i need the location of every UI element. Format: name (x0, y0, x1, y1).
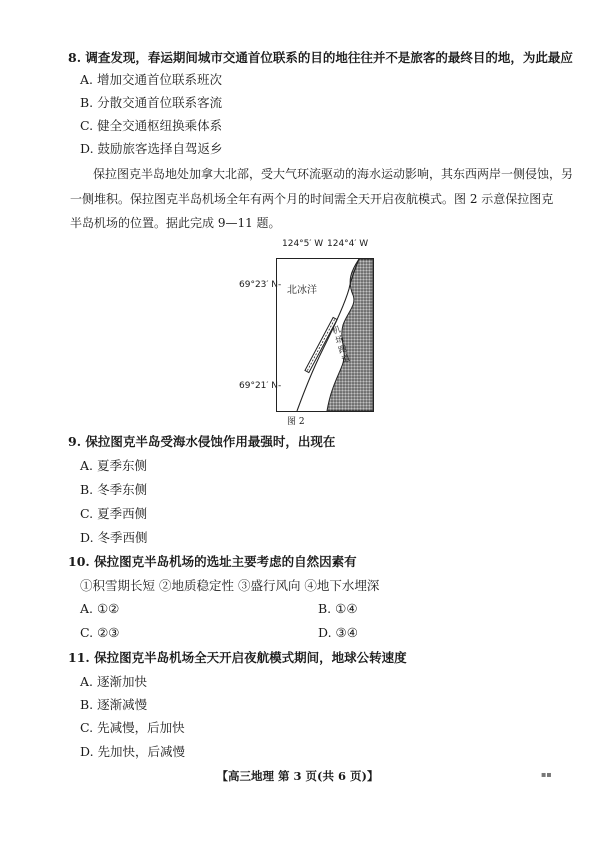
question-11-stem: 11. 保拉图克半岛机场全天开启夜航模式期间，地球公转速度 (68, 650, 407, 665)
question-9-option-d: D. 冬季西侧 (80, 530, 148, 545)
question-11-option-c: C. 先减慢，后加快 (80, 720, 185, 735)
question-8-stem: 8. 调查发现，春运期间城市交通首位联系的目的地往往并不是旅客的最终目的地，为此最应 (68, 50, 573, 65)
question-10-option-b: B. ①④ (318, 601, 358, 616)
question-9-stem: 9. 保拉图克半岛受海水侵蚀作用最强时，出现在 (68, 434, 336, 449)
runway-symbol (305, 317, 337, 372)
figure-2-map (227, 236, 377, 416)
question-11-option-d: D. 先加快，后减慢 (80, 744, 186, 759)
latitude-label-bottom: 69°21′ N- (239, 381, 282, 391)
question-9-option-c: C. 夏季西侧 (80, 506, 148, 521)
passage-line-3: 半岛机场的位置。据此完成 9—11 题。 (70, 216, 281, 230)
question-8-option-b: B. 分散交通首位联系客流 (80, 95, 223, 110)
question-9-option-a: A. 夏季东侧 (80, 458, 147, 473)
question-10-option-a: A. ①② (80, 601, 120, 616)
question-8-option-a: A. 增加交通首位联系班次 (80, 72, 222, 87)
map-frame (276, 258, 374, 412)
sea-label: 北冰洋 (287, 285, 317, 296)
page-footer: 【高三地理 第 3 页(共 6 页)】 (216, 769, 379, 783)
question-11-option-a: A. 逐渐加快 (80, 674, 147, 689)
corner-mark: ▪▪ (541, 770, 552, 779)
question-11-option-b: B. 逐渐减慢 (80, 697, 148, 712)
longitude-label-right: 124°4′ W (327, 239, 369, 249)
question-10-option-d: D. ③④ (318, 625, 358, 640)
question-10-stem: 10. 保拉图克半岛机场的选址主要考虑的自然因素有 (68, 554, 357, 569)
runway-label: 机场跑道 (331, 324, 352, 366)
question-8-option-c: C. 健全交通枢纽换乘体系 (80, 118, 223, 133)
longitude-label-left: 124°5′ W (282, 239, 324, 249)
passage-line-2: 一侧堆积。保拉图克半岛机场全年有两个月的时间需全天开启夜航模式。图 2 示意保拉图克 (70, 192, 554, 206)
latitude-label-top: 69°23′ N- (239, 280, 282, 290)
question-10-option-c: C. ②③ (80, 625, 120, 640)
figure-caption: 图 2 (287, 417, 305, 427)
question-8-option-d: D. 鼓励旅客选择自驾返乡 (80, 141, 223, 156)
question-10-items: ①积雪期长短 ②地质稳定性 ③盛行风向 ④地下水埋深 (80, 578, 380, 593)
question-9-option-b: B. 冬季东侧 (80, 482, 148, 497)
passage-line-1: 保拉图克半岛地处加拿大北部，受大气环流驱动的海水运动影响，其东西两岸一侧侵蚀，另 (93, 167, 574, 181)
